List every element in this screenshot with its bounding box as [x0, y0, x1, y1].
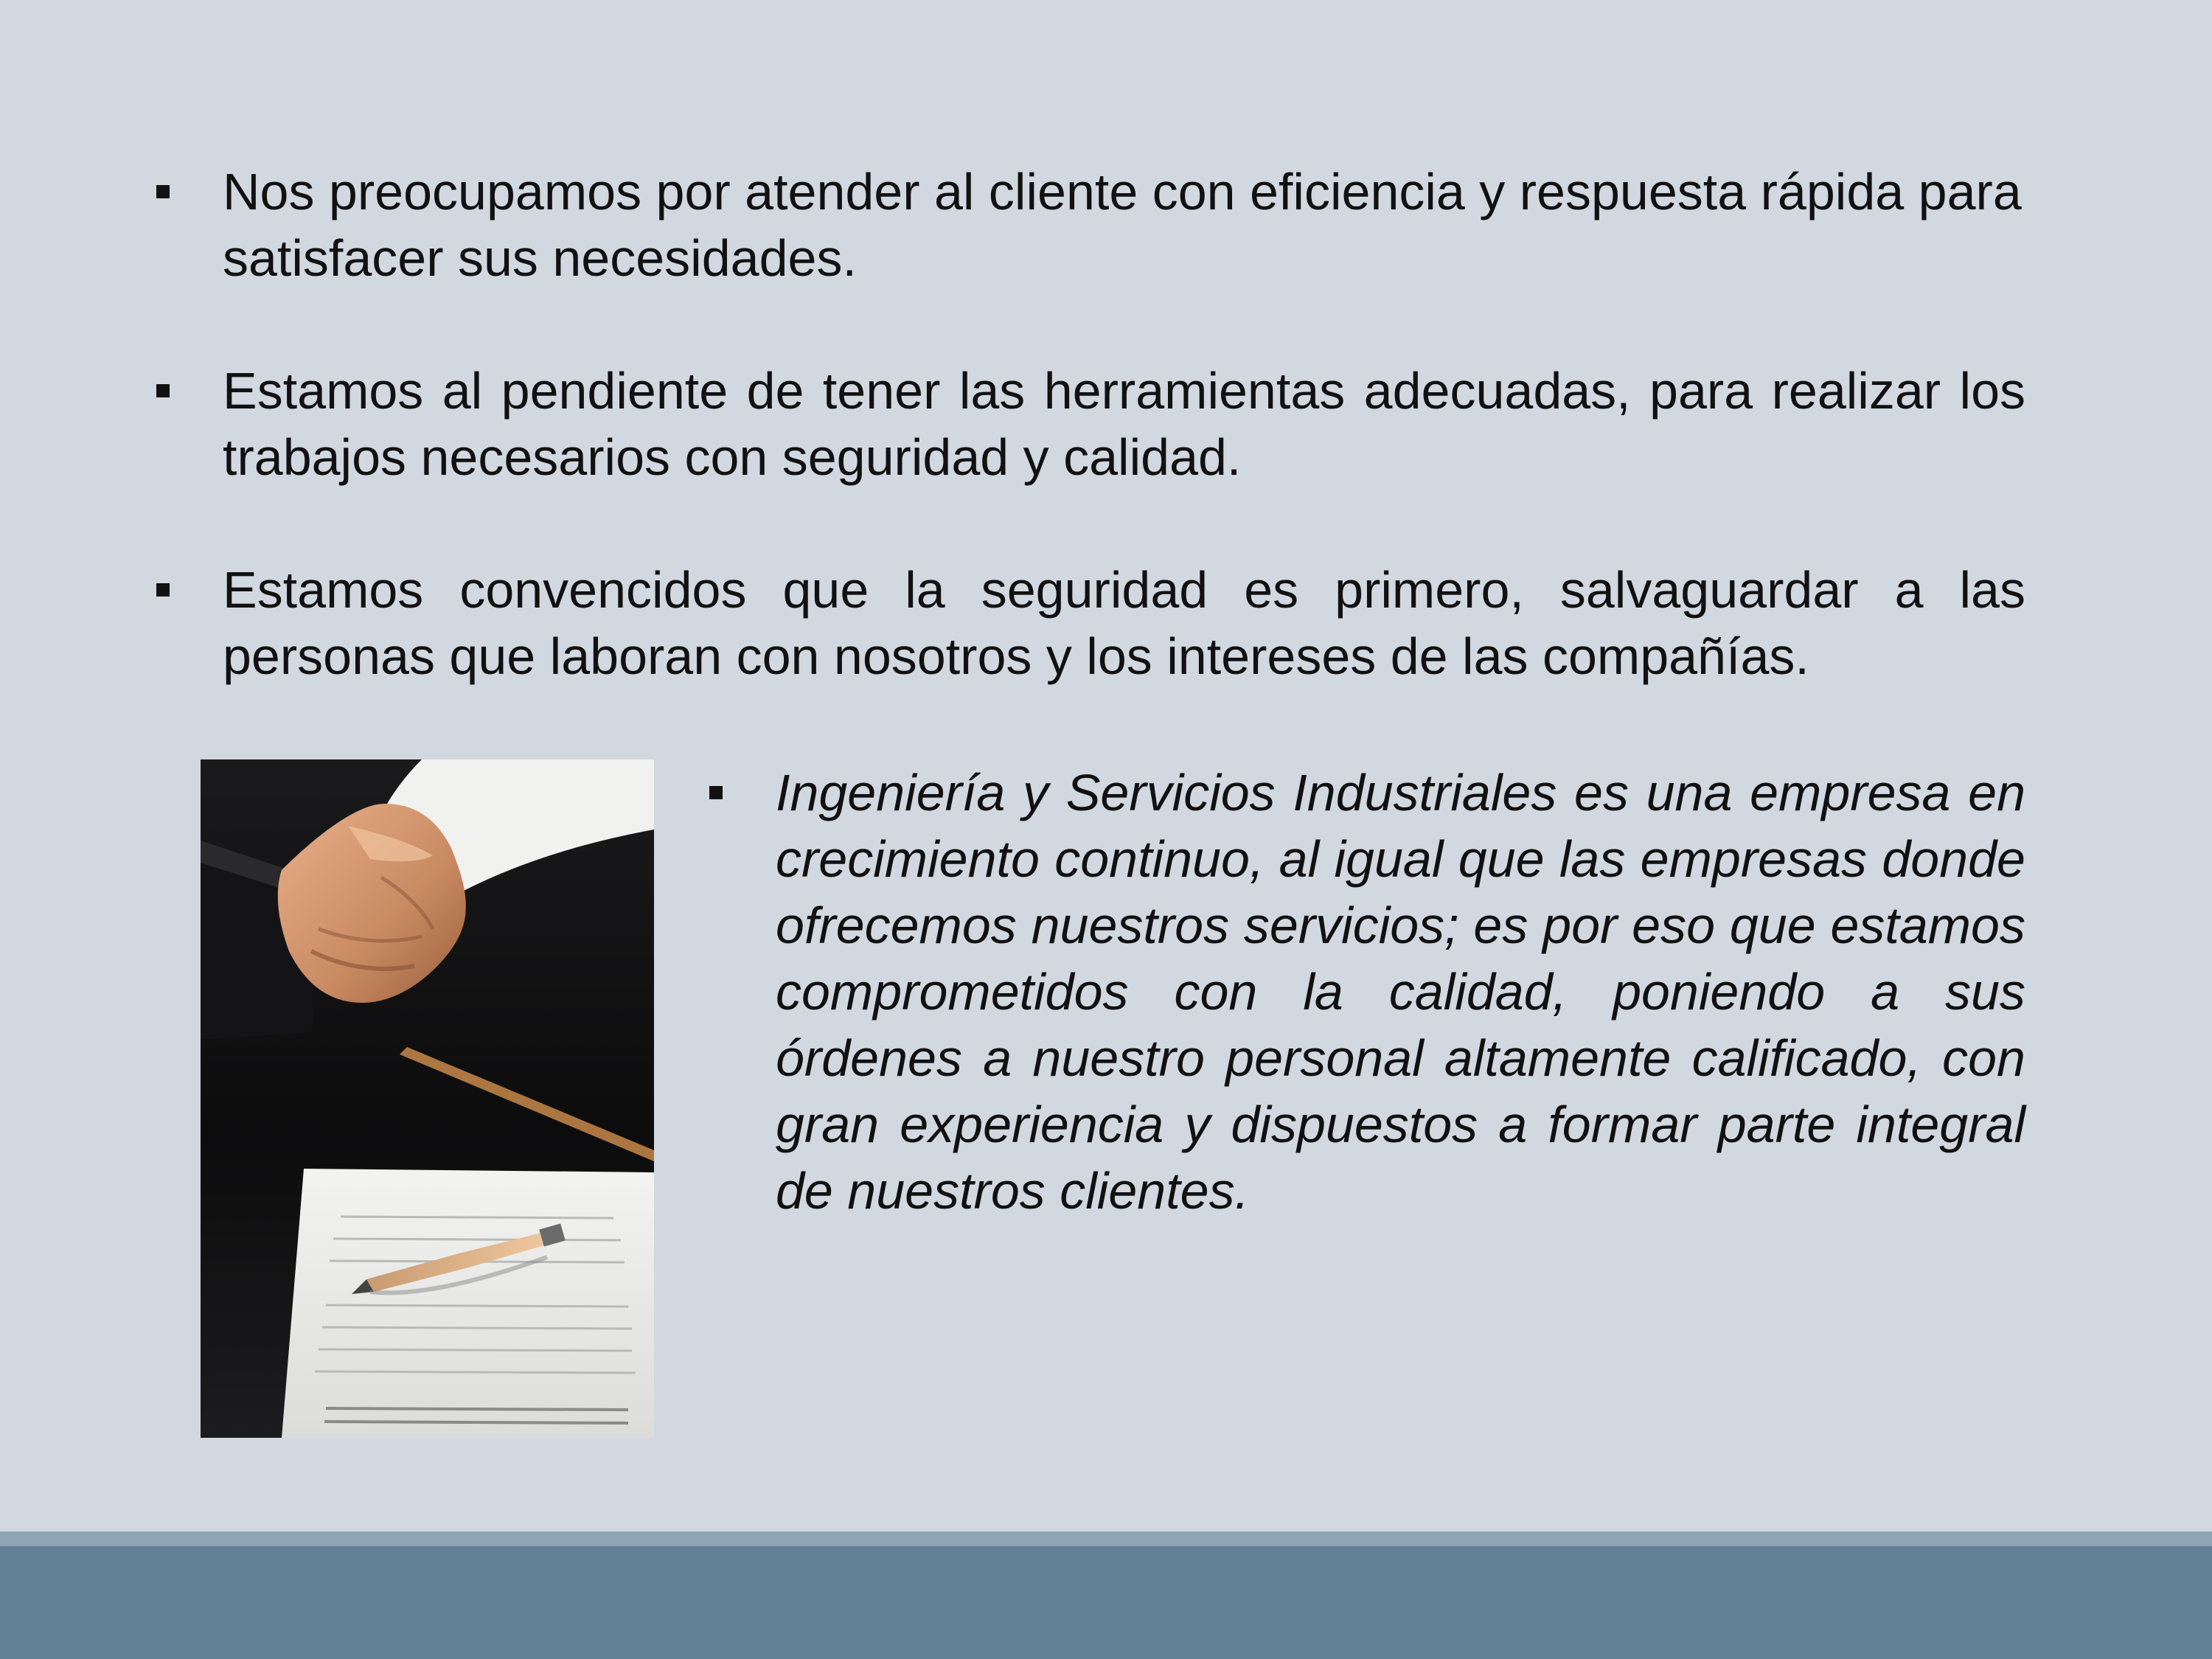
bullet-item [156, 159, 2025, 291]
square-bullet-icon [156, 384, 170, 397]
bullet-item [709, 759, 2025, 1224]
footer-stripe [0, 1531, 2212, 1546]
square-bullet-icon [709, 786, 723, 799]
handshake-illustration [201, 759, 654, 1438]
footer-bar [0, 1546, 2212, 1659]
company-description [709, 759, 2025, 1224]
square-bullet-icon [156, 583, 170, 597]
bullet-list [156, 159, 2025, 756]
bullet-text: Estamos al pendiente de tener las herramientas adecuadas, para realizar los trabajos necesarios con seguridad y calidad. [223, 362, 2025, 486]
bullet-item [156, 557, 2025, 689]
bullet-text: Estamos convencidos que la seguridad es primero, salvaguardar a las personas que laboran con nosotros y los intereses de las compañías. [223, 561, 2025, 685]
square-bullet-icon [156, 185, 170, 198]
bullet-text: Nos preocupamos por atender al cliente con eficiencia y respuesta rápida para satisfacer sus necesidades. [223, 163, 2022, 287]
company-description-text: Ingeniería y Servicios Industriales es una empresa en crecimiento continuo, al igual que las empresas donde ofrecemos nuestros servicios; es por eso que estamos comprometidos con la calidad, poniendo a sus órdenes a nuestro personal altamente calificado, con gran experiencia y dispuestos a formar parte integral de nuestros clientes. [776, 764, 2025, 1220]
handshake-photo [201, 759, 654, 1438]
bullet-item [156, 358, 2025, 490]
